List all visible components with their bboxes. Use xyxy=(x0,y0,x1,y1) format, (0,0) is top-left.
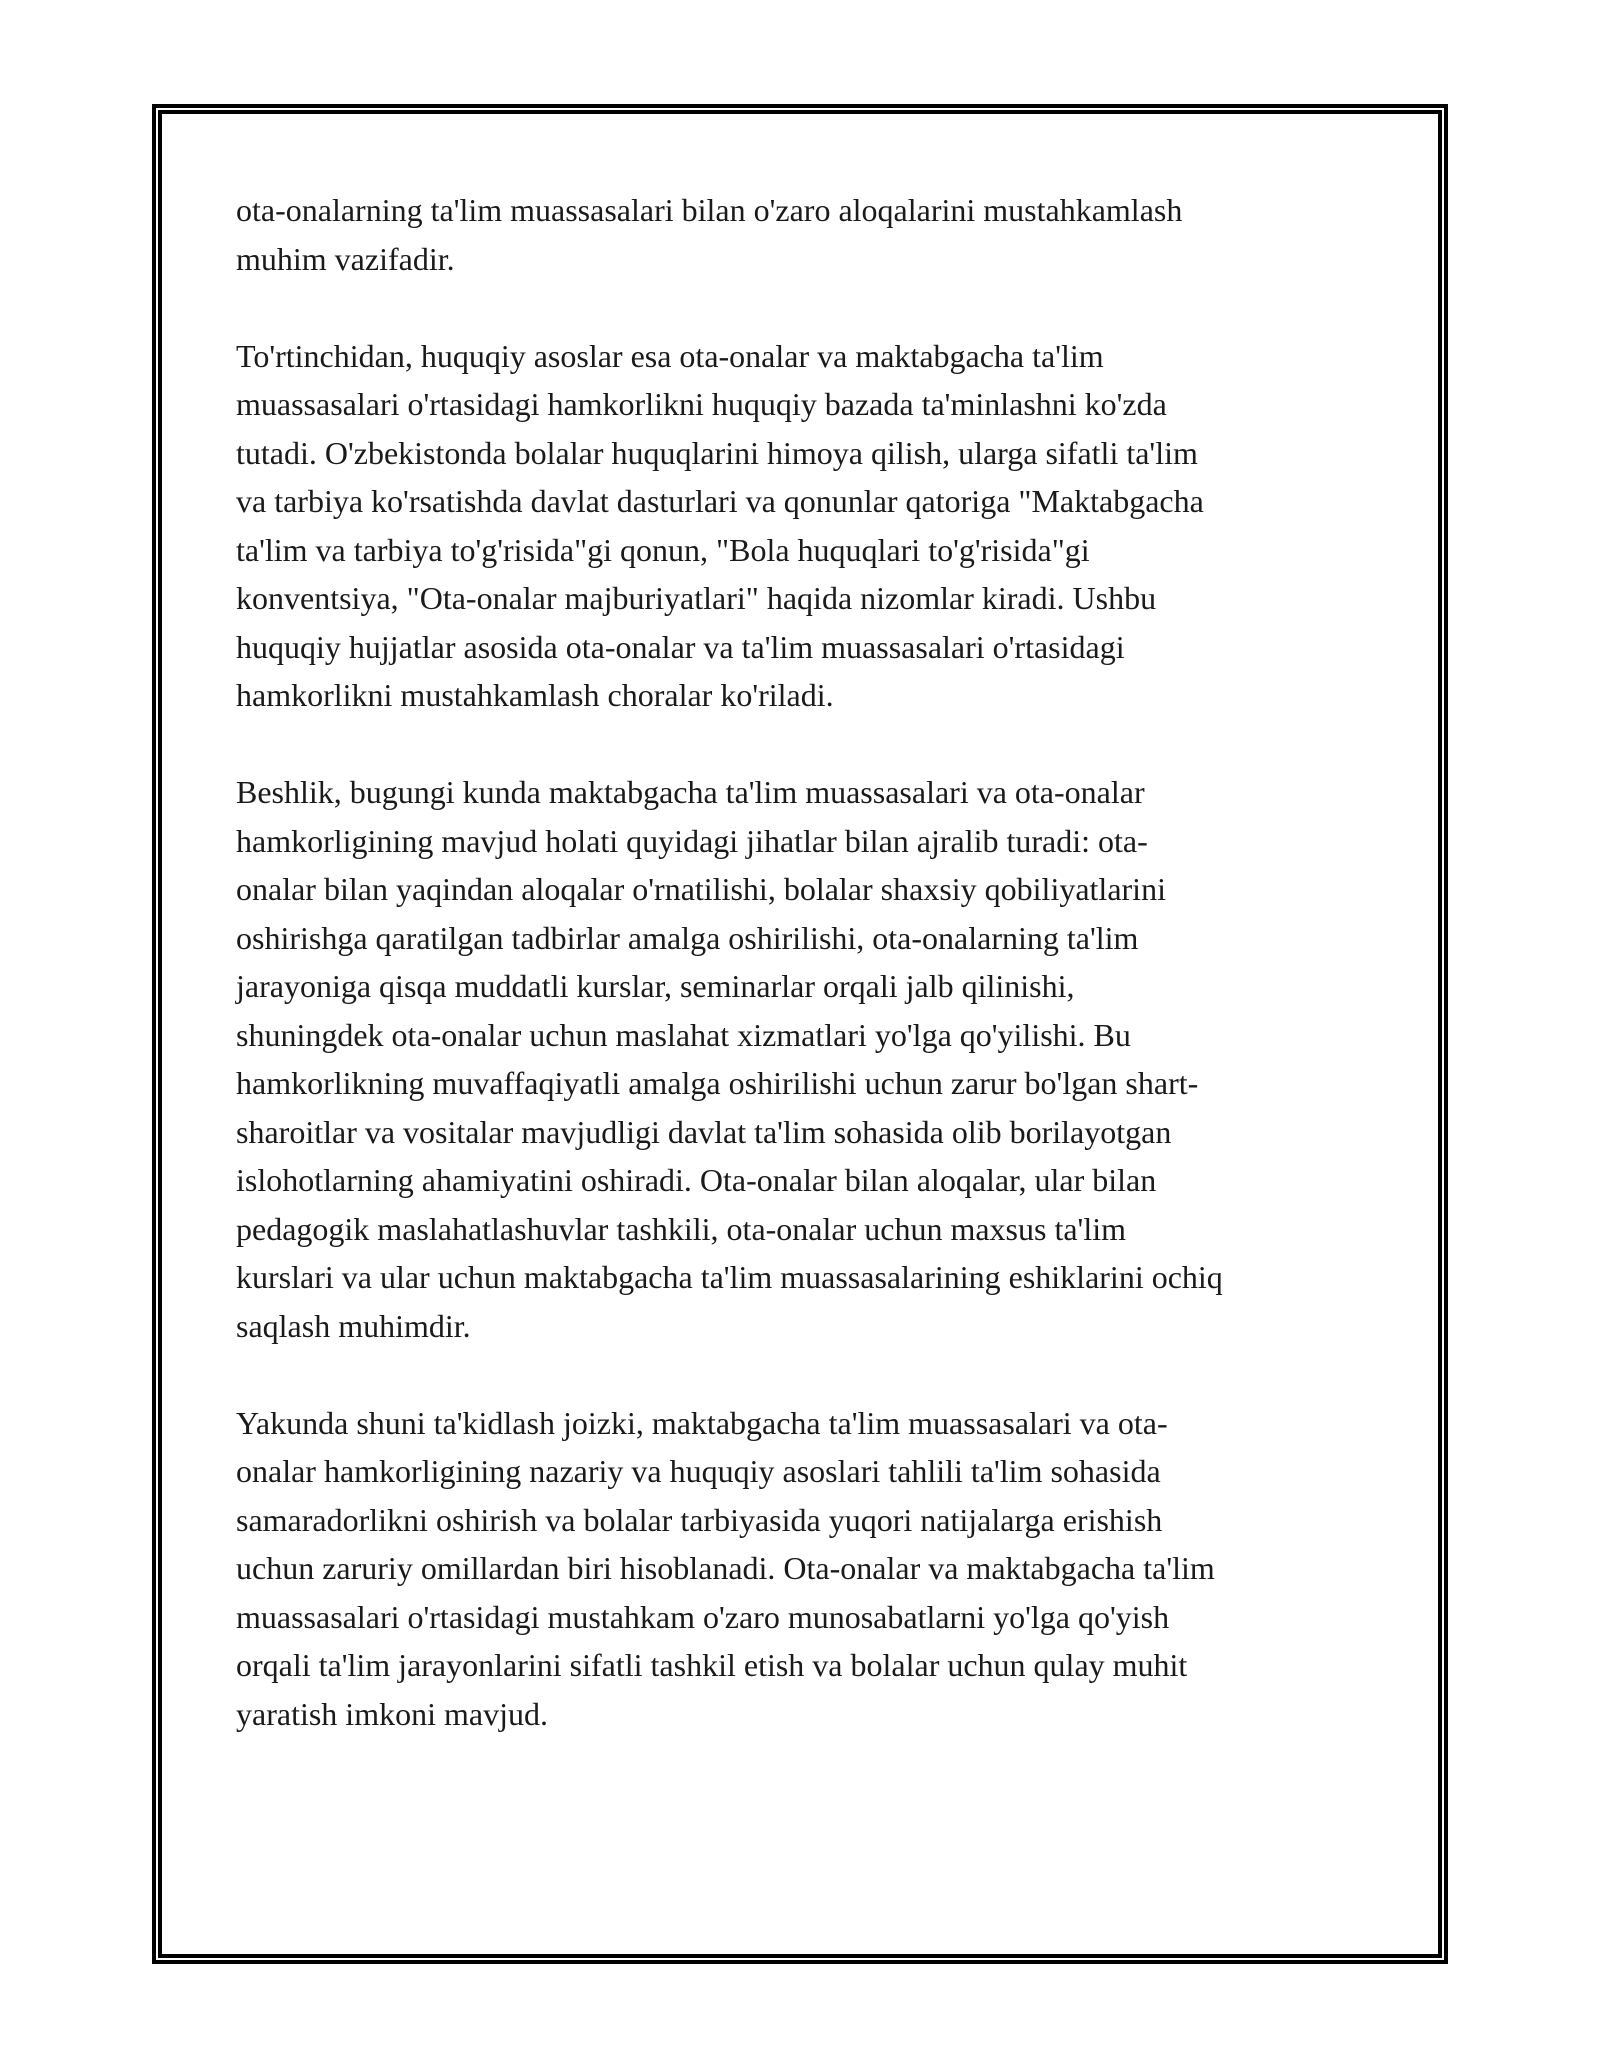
paragraph-legal-foundations: To'rtinchidan, huquqiy asoslar esa ota-onalar va maktabgacha ta'lim muassasalari o'rtasidagi hamkorlikni huquqiy bazada ta'minlashni ko'zda tutadi. O'zbekistonda bolalar huquqlarini himoya qilish, ularga sifatli ta'lim va tarbiya ko'rsatishda davlat dasturlari va qonunlar qatoriga "Maktabgacha ta'lim va tarbiya to'g'risida"gi qonun, "Bola huquqlari to'g'risida"gi konventsiya, "Ota-onalar majburiyatlari" haqida nizomlar kiradi. Ushbu huquqiy hujjatlar asosida ota-onalar va ta'lim muassasalari o'rtasidagi hamkorlikni mustahkamlash choralar ko'riladi. xyxy=(236,337,1204,713)
paragraph-continuation: ota-onalarning ta'lim muassasalari bilan o'zaro aloqalarini mustahkamlash muhim vazifadir. xyxy=(236,192,1183,277)
paragraph-conclusion: Yakunda shuni ta'kidlash joizki, maktabgacha ta'lim muassasalari va ota- onalar hamkorligining nazariy va huquqiy asoslari tahlili ta'lim sohasida samaradorlikni oshirish va bolalar tarbiyasida yuqori natijalarga erishish uchun zaruriy omillardan biri hisoblanadi. Ota-onalar va maktabgacha ta'lim muassasalari o'rtasidagi mustahkam o'zaro munosabatlarni yo'lga qo'yish orqali ta'lim jarayonlarini sifatli tashkil etish va bolalar uchun qulay muhit yaratish imkoni mavjud. xyxy=(236,1404,1215,1732)
paragraph-current-state: Beshlik, bugungi kunda maktabgacha ta'lim muassasalari va ota-onalar hamkorligining mavjud holati quyidagi jihatlar bilan ajralib turadi: ota- onalar bilan yaqindan aloqalar o'rnatilishi, bolalar shaxsiy qobiliyatlarini oshirishga qaratilgan tadbirlar amalga oshirilishi, ota-onalarning ta'lim jarayoniga qisqa muddatli kurslar, seminarlar orqali jalb qilinishi, shuningdek ota-onalar uchun maslahat xizmatlari yo'lga qo'yilishi. Bu hamkorlikning muvaffaqiyatli amalga oshirilishi uchun zarur bo'lgan shart- sharoitlar va vositalar mavjudligi davlat ta'lim sohasida olib borilayotgan islohotlarning ahamiyatini oshiradi. Ota-onalar bilan aloqalar, ular bilan pedagogik maslahatlashuvlar tashkili, ota-onalar uchun maxsus ta'lim kurslari va ular uchun maktabgacha ta'lim muassasalarining eshiklarini ochiq saqlash muhimdir. xyxy=(236,774,1223,1344)
document-body xyxy=(236,186,1376,1787)
